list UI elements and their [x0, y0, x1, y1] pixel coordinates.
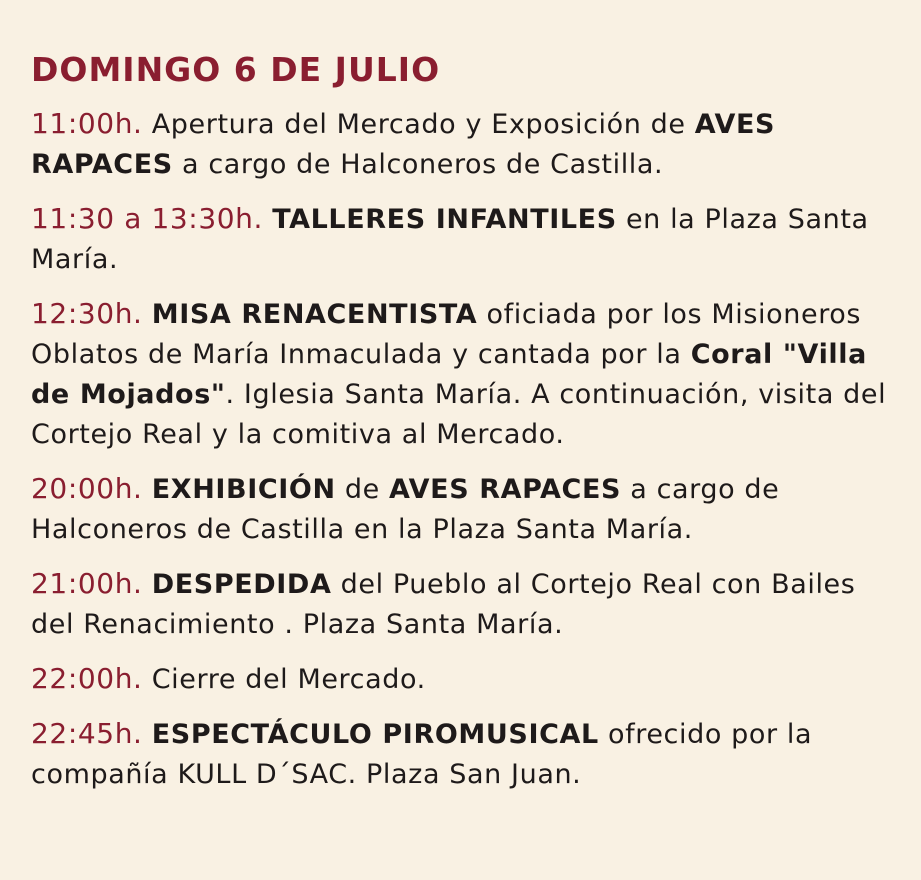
entry-text: ofrecido por la compañía KULL D´SAC. Plaza San Juan.	[31, 719, 813, 790]
entry-time: 21:00h.	[31, 567, 143, 600]
entry-time: 22:45h.	[31, 717, 143, 750]
schedule-entry	[31, 199, 901, 280]
entry-highlight-text: EXHIBICIÓN	[151, 474, 336, 505]
entry-text: Apertura del Mercado y Exposición de	[142, 109, 695, 140]
schedule-entry	[31, 294, 901, 455]
entry-highlight-text: DESPEDIDA	[151, 569, 332, 600]
entry-text	[143, 299, 152, 330]
page-title: DOMINGO 6 DE JULIO	[31, 50, 441, 89]
schedule-entry	[31, 659, 901, 700]
schedule-entry	[31, 469, 901, 550]
entry-time: 12:30h.	[31, 297, 143, 330]
entry-highlight-text: AVES RAPACES	[31, 109, 776, 180]
entry-highlight-text: AVES RAPACES	[389, 474, 622, 505]
entry-highlight-text: TALLERES INFANTILES	[272, 204, 617, 235]
schedule-entry	[31, 714, 901, 795]
entry-highlight-text: MISA RENACENTISTA	[151, 299, 478, 330]
entry-text: oficiada por los Misioneros Oblatos de María Inmaculada y cantada por la	[31, 299, 862, 370]
schedule-entry	[31, 104, 901, 185]
schedule-list	[31, 104, 901, 795]
entry-time: 20:00h.	[31, 472, 143, 505]
entry-text	[143, 474, 152, 505]
entry-text: en la Plaza Santa María.	[31, 204, 869, 275]
entry-highlight-text: Coral "Villa de Mojados"	[31, 339, 867, 410]
entry-text: a cargo de Halconeros de Castilla en la Plaza Santa María.	[31, 474, 780, 545]
entry-text: Cierre del Mercado.	[142, 664, 426, 695]
schedule-entry	[31, 564, 901, 645]
entry-highlight-text: ESPECTÁCULO PIROMUSICAL	[151, 719, 599, 750]
entry-time: 11:30 a 13:30h.	[31, 202, 263, 235]
entry-text: a cargo de Halconeros de Castilla.	[172, 149, 664, 180]
entry-text: de	[335, 474, 390, 505]
entry-time: 11:00h.	[31, 107, 143, 140]
entry-text: del Pueblo al Cortejo Real con Bailes del Renacimiento . Plaza Santa María.	[31, 569, 856, 640]
entry-text	[143, 569, 152, 600]
entry-time: 22:00h.	[31, 662, 143, 695]
entry-text	[263, 204, 272, 235]
entry-text: . Iglesia Santa María. A continuación, visita del Cortejo Real y la comitiva al Mercado.	[31, 379, 887, 450]
entry-text	[143, 719, 152, 750]
